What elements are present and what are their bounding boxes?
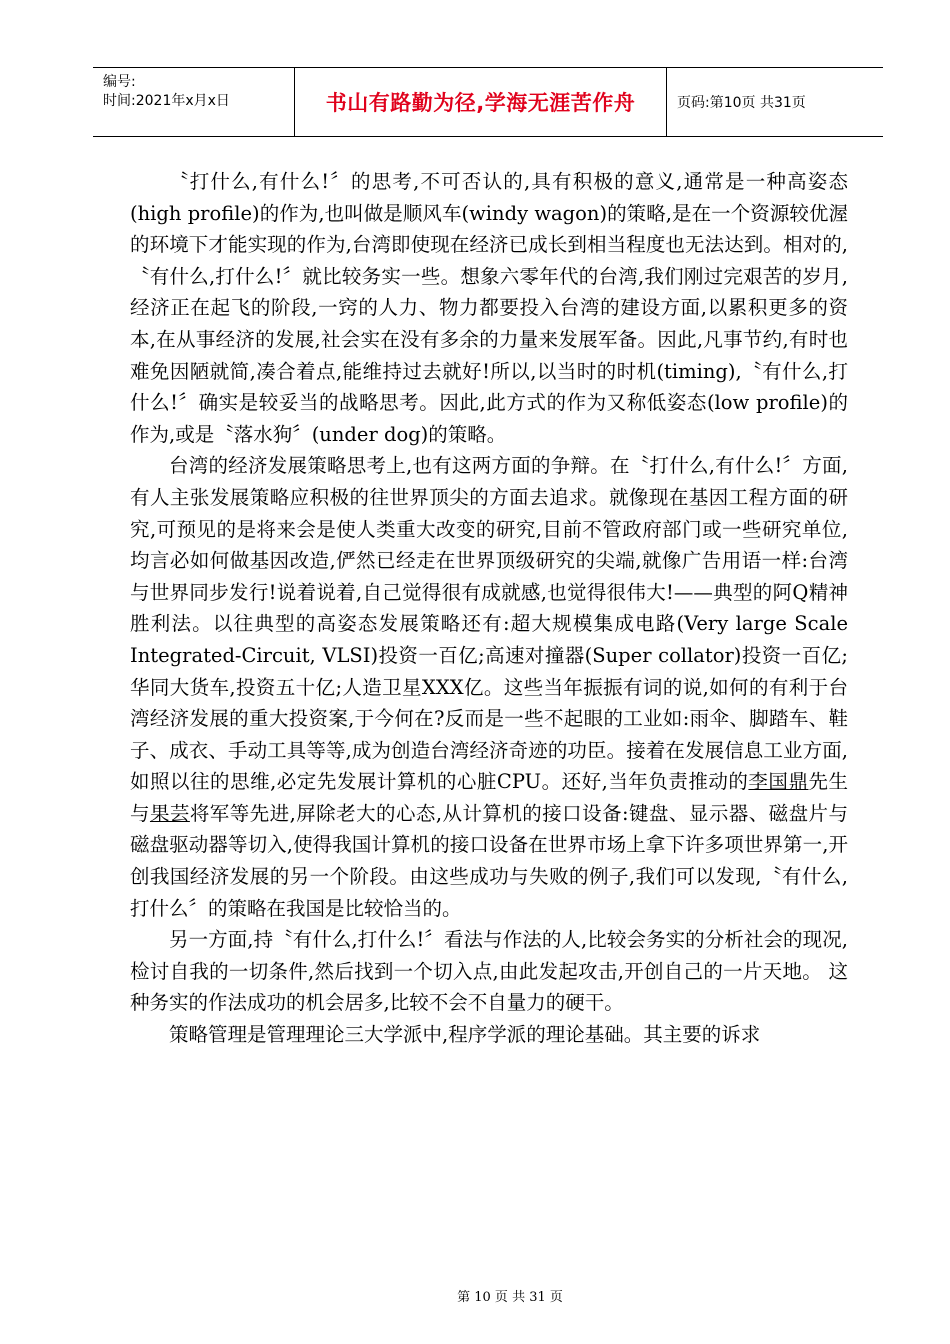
paragraph-2-part-b: 先生与 <box>130 770 848 825</box>
page-header <box>93 67 883 137</box>
person-name-link-2[interactable]: 果芸 <box>149 801 190 825</box>
header-motto: 书山有路勤为径,学海无涯苦作舟 <box>295 68 667 136</box>
paragraph-2-part-c: 将军等先进,屏除老大的心态,从计算机的接口设备:键盘、显示器、磁盘片与磁盘驱动器等切入,使得我国计算机的接口设备在世界市场上拿下许多项世界第一,开创我国经济发展的另一个阶段。由这些成功与失败的例子,我们可以发现,〝有什么,打什么〞的策略在我国是比较恰当的。 <box>130 801 848 920</box>
person-name-link-1[interactable]: 李国鼎 <box>748 770 809 794</box>
document-body <box>130 166 848 1051</box>
document-date-label: 时间:2021年x月x日 <box>103 93 230 109</box>
paragraph-2-part-a: 台湾的经济发展策略思考上,也有这两方面的争辩。在〝打什么,有什么!〞方面,有人主张发展策略应积极的往世界顶尖的方面去追求。就像现在基因工程方面的研究,可预见的是将来会是使人类重大改变的研究,目前不管政府部门或一些研究单位,均言必如何做基因改造,俨然已经走在世界顶级研究的尖端,就像广告用语一样:台湾与世界同步发行!说着说着,自己觉得很有成就感,也觉得很伟大!——典型的阿Q精神胜利法。以往典型的高姿态发展策略还有:超大规模集成电路(Very large Scale Integrated-Circuit, VLSI)投资一百亿;高速对撞器(Super collator)投资一百亿;华同大货车,投资五十亿;人造卫星XXX亿。这些当年振振有词的说,如何的有利于台湾经济发展的重大投资案,于今何在?反而是一些不起眼的工业如:雨伞、脚踏车、鞋子、成衣、手动工具等等,成为创造台湾经济奇迹的功臣。接着在发展信息工业方面,如照以往的思维,必定先发展计算机的心脏CPU。还好,当年负责推动的 <box>130 454 848 794</box>
header-meta <box>93 68 295 136</box>
paragraph-3: 另一方面,持〝有什么,打什么!〞看法与作法的人,比较会务实的分析社会的现况,检讨自我的一切条件,然后找到一个切入点,由此发起攻击,开创自己的一片天地。 这种务实的作法成功的机会居多,比较不会不自量力的硬干。 <box>130 928 848 1015</box>
document-number-label: 编号: <box>103 74 136 90</box>
paragraph-2 <box>130 450 848 924</box>
paragraph-1: 〝打什么,有什么!〞的思考,不可否认的,具有积极的意义,通常是一种高姿态(high profile)的作为,也叫做是顺风车(windy wagon)的策略,是在一个资源较优渥的环境下才能实现的作为,台湾即使现在经济已成长到相当程度也无法达到。相对的,〝有什么,打什么!〞就比较务实一些。想象六零年代的台湾,我们刚过完艰苦的岁月,经济正在起飞的阶段,一窍的人力、物力都要投入台湾的建设方面,以累积更多的资本,在从事经济的发展,社会实在没有多余的力量来发展军备。因此,凡事节约,有时也难免因陋就简,凑合着点,能维持过去就好!所以,以当时的时机(timing),〝有什么,打什么!〞确实是较妥当的战略思考。因此,此方式的作为又称低姿态(low profile)的作为,或是〝落水狗〞(under dog)的策略。 <box>130 170 848 446</box>
header-page-label: 页码:第10页 共31页 <box>677 95 806 111</box>
paragraph-4: 策略管理是管理理论三大学派中,程序学派的理论基础。其主要的诉求 <box>169 1023 761 1047</box>
page-footer: 第 10 页 共 31 页 <box>457 1290 563 1305</box>
